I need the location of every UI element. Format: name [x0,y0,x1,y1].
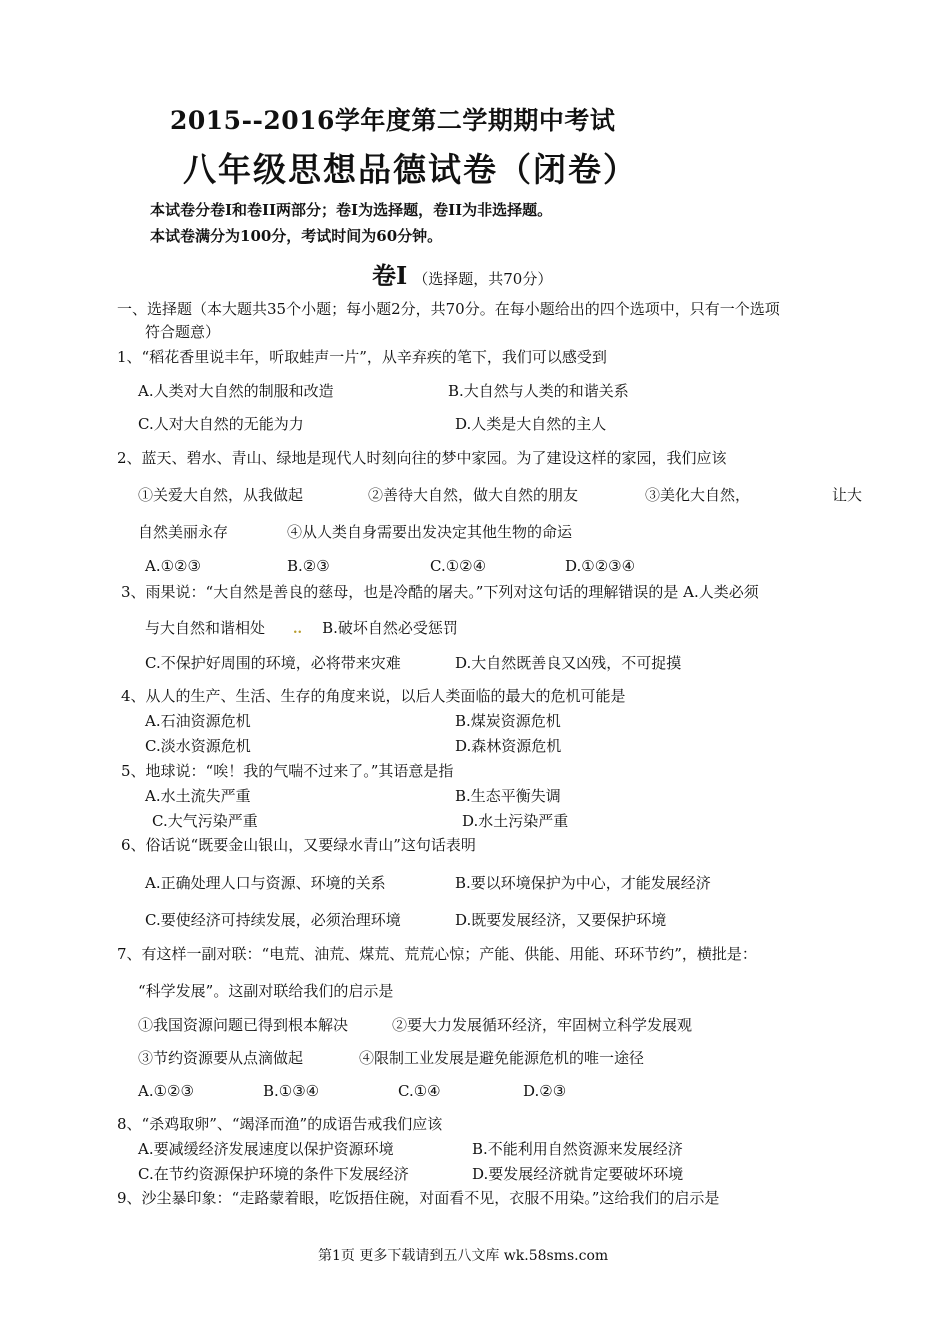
question-8-stem: 8、“杀鸡取卵”、“竭泽而渔”的成语告戒我们应该 [117,1115,443,1133]
question-2-statement-4: ④从人类自身需要出发决定其他生物的命运 [287,523,573,541]
question-7-option-c: C.①④ [398,1082,441,1100]
question-3-option-a-cont [145,618,458,640]
question-2-option-a: A.①②③ [145,557,201,575]
question-7-stem-cont: “科学发展”。这副对联给我们的启示是 [138,982,394,1000]
section-note: （选择题，共70分） [413,270,553,288]
question-2-statement-3-tail: 让大 [832,486,863,504]
question-6-stem: 6、俗话说“既要金山银山，又要绿水青山”这句话表明 [121,836,476,854]
question-6-option-a: A.正确处理人口与资源、环境的关系 [145,874,386,892]
page-footer: 第1页 更多下载请到五八文库 wk.58sms.com [318,1248,609,1264]
question-3-option-a-text: 与大自然和谐相处 [145,619,266,637]
question-1-option-b: B.大自然与人类的和谐关系 [448,382,629,400]
question-2-statement-3-cont: 自然美丽永存 [138,523,229,541]
question-4-option-b: B.煤炭资源危机 [455,712,561,730]
exam-title: 2015--2016学年度第二学期期中考试 [170,106,616,135]
question-2-statement-1: ①关爱大自然，从我做起 [138,486,304,504]
question-2-statement-2: ②善待大自然，做大自然的朋友 [368,486,579,504]
paper-title: 八年级思想品德试卷（闭卷） [183,150,638,189]
section-instruction: 一、选择题（本大题共35个小题；每小题2分，共70分。在每小题给出的四个选项中，只有一个选项 [117,300,780,318]
question-1-option-d: D.人类是大自然的主人 [455,415,607,433]
section-label: 卷Ⅰ [372,261,408,290]
intro-line-1: 本试卷分卷I和卷II两部分；卷I为选择题，卷II为非选择题。 [150,201,553,219]
question-2-option-c: C.①②④ [430,557,487,575]
question-7-statement-4: ④限制工业发展是避免能源危机的唯一途径 [359,1049,645,1067]
question-7-stem: 7、有这样一副对联：“电荒、油荒、煤荒、荒荒心惊；产能、供能、用能、环环节约”，横批是： [117,945,757,963]
question-7-statement-2: ②要大力发展循环经济，牢固树立科学发展观 [392,1016,693,1034]
question-6-option-d: D.既要发展经济，又要保护环境 [455,911,667,929]
section-instruction-cont: 符合题意） [145,323,221,341]
question-1-option-a: A.人类对大自然的制服和改造 [138,382,334,400]
question-2-stem: 2、蓝天、碧水、青山、绿地是现代人时刻向往的梦中家园。为了建设这样的家园，我们应该 [117,449,727,467]
question-7-statement-3: ③节约资源要从点滴做起 [138,1049,304,1067]
question-5-option-c: C.大气污染严重 [152,812,258,830]
emphasis-dots: .. [293,622,303,637]
question-4-option-d: D.森林资源危机 [455,737,562,755]
question-4-stem: 4、从人的生产、生活、生存的角度来说，以后人类面临的最大的危机可能是 [121,687,626,705]
question-6-option-c: C.要使经济可持续发展，必须治理环境 [145,911,401,929]
question-2-option-b: B.②③ [287,557,330,575]
question-5-stem: 5、地球说：“唉！我的气喘不过来了。”其语意是指 [121,762,454,780]
question-5-option-d: D.水土污染严重 [462,812,569,830]
question-7-statement-1: ①我国资源问题已得到根本解决 [138,1016,349,1034]
question-1-stem: 1、“稻花香里说丰年，听取蛙声一片”，从辛弃疾的笔下，我们可以感受到 [117,348,607,366]
question-7-option-d: D.②③ [523,1082,567,1100]
question-8-option-a: A.要减缓经济发展速度以保护资源环境 [138,1140,394,1158]
question-2-option-d: D.①②③④ [565,557,636,575]
question-5-option-b: B.生态平衡失调 [455,787,561,805]
question-3-option-d: D.大自然既善良又凶残，不可捉摸 [455,654,682,672]
intro-line-2: 本试卷满分为100分，考试时间为60分钟。 [150,227,443,245]
question-8-option-d: D.要发展经济就肯定要破坏环境 [472,1165,684,1183]
section-heading [372,262,552,293]
question-9-stem: 9、沙尘暴印象：“走路蒙着眼，吃饭捂住碗，对面看不见，衣服不用染。”这给我们的启示是 [117,1189,720,1207]
question-2-statement-3: ③美化大自然， [645,486,751,504]
question-7-option-a: A.①②③ [138,1082,194,1100]
question-3-option-b: B.破坏自然必受惩罚 [322,619,458,637]
question-7-option-b: B.①③④ [263,1082,320,1100]
question-3-option-c: C.不保护好周围的环境，必将带来灾难 [145,654,401,672]
question-8-option-b: B.不能利用自然资源来发展经济 [472,1140,683,1158]
question-5-option-a: A.水土流失严重 [145,787,251,805]
question-6-option-b: B.要以环境保护为中心，才能发展经济 [455,874,711,892]
question-8-option-c: C.在节约资源保护环境的条件下发展经济 [138,1165,409,1183]
question-4-option-c: C.淡水资源危机 [145,737,251,755]
question-4-option-a: A.石油资源危机 [145,712,251,730]
question-1-option-c: C.人对大自然的无能为力 [138,415,304,433]
question-3-stem: 3、雨果说：“大自然是善良的慈母，也是冷酷的屠夫。”下列对这句话的理解错误的是 A.人类必须 [121,583,759,601]
